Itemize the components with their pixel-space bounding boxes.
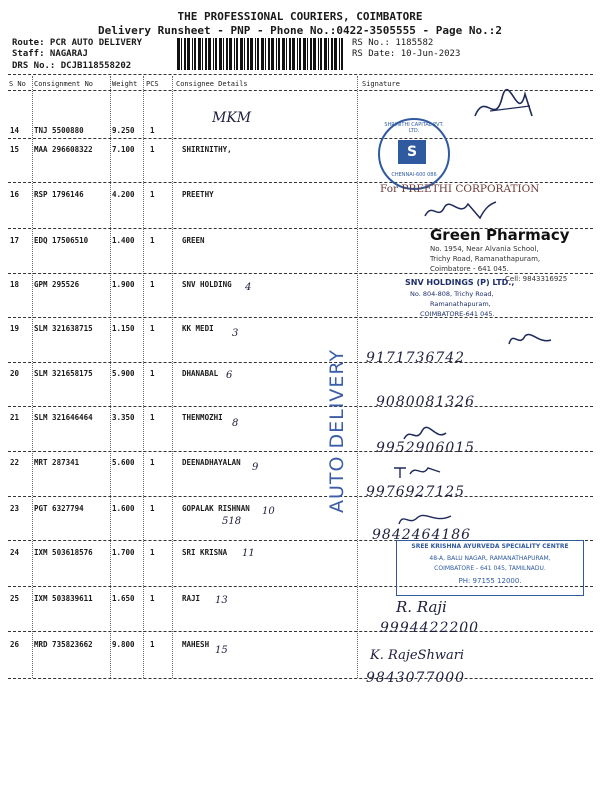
- signature-handwritten: R. Raji: [396, 598, 447, 616]
- row-consignee: KK MEDI: [182, 324, 214, 333]
- phone-handwritten: 9952906015: [376, 440, 476, 456]
- row-pcs: 1: [150, 236, 155, 245]
- signature-scribble: [420, 198, 500, 224]
- row-sno: 15: [10, 145, 20, 154]
- company-title: THE PROFESSIONAL COURIERS, COIMBATORE: [177, 10, 423, 23]
- row-pcs: 1: [150, 190, 155, 199]
- row-weight: 3.350: [112, 413, 135, 422]
- row-weight: 1.150: [112, 324, 135, 333]
- row-pcs: 1: [150, 594, 155, 603]
- row-weight: 1.400: [112, 236, 135, 245]
- row-consignee: GOPALAK RISHNAN: [182, 504, 250, 513]
- row-consignment-no: EDQ 17506510: [34, 236, 89, 245]
- row-consignment-no: PGT 6327794: [34, 504, 84, 513]
- row-divider: [8, 678, 593, 679]
- row-weight: 7.100: [112, 145, 135, 154]
- handwritten-note: 4: [245, 282, 252, 293]
- row-pcs: 1: [150, 369, 155, 378]
- row-pcs: 1: [150, 145, 155, 154]
- sk-address: COIMBATORE - 641 045, TAMILNADU.: [434, 565, 546, 572]
- row-weight: 1.700: [112, 548, 135, 557]
- col-consignee: Consignee Details: [176, 80, 248, 88]
- col-pcs: PCS: [146, 80, 159, 88]
- sk-phone: PH: 97155 12000.: [458, 577, 522, 585]
- row-consignee: DEENADHAYALAN: [182, 458, 241, 467]
- row-consignee: MAHESH: [182, 640, 210, 649]
- green-phone: Cell: 9843316925: [505, 275, 568, 283]
- row-consignee: SHIRINITHY,: [182, 145, 232, 154]
- seal-city: CHENNAI-600 086: [391, 172, 437, 178]
- handwritten-note: 10: [262, 506, 275, 517]
- row-weight: 5.900: [112, 369, 135, 378]
- handwritten-note: 9: [252, 462, 259, 473]
- signature-scribble: [392, 462, 444, 480]
- snv-address: Ramanathapuram,: [430, 300, 491, 308]
- handwritten-note: 11: [242, 548, 255, 559]
- row-pcs: 1: [150, 640, 155, 649]
- col-weight: Weight: [112, 80, 138, 88]
- row-sno: 19: [10, 324, 20, 333]
- row-sno: 23: [10, 504, 20, 513]
- row-consignee: RAJI: [182, 594, 201, 603]
- row-consignment-no: SLM 321658175: [34, 369, 93, 378]
- row-consignment-no: TNJ 5500880: [34, 126, 84, 135]
- seal-text: SHRINITHI CAPITAL PVT. LTD.: [384, 122, 444, 134]
- row-sno: 16: [10, 190, 20, 199]
- row-sno: 22: [10, 458, 20, 467]
- auto-delivery-stamp: AUTO DELIVERY: [325, 349, 348, 513]
- phone-handwritten: 9842464186: [372, 527, 472, 543]
- handwritten-note: 518: [222, 516, 242, 527]
- row-consignee: THENMOZHI: [182, 413, 223, 422]
- row-consignee: SRI KRISNA: [182, 548, 228, 557]
- phone-handwritten: 9976927125: [366, 484, 466, 500]
- row-pcs: 1: [150, 548, 155, 557]
- handwritten-note: 3: [232, 328, 239, 339]
- signature-scribble: [470, 86, 540, 130]
- handwritten-note: 6: [226, 370, 233, 381]
- phone-handwritten: 9080081326: [376, 394, 476, 410]
- row-divider: [8, 362, 593, 363]
- preethi-stamp: For PREETHI CORPORATION: [380, 183, 540, 195]
- signature-scribble: [505, 328, 555, 350]
- green-address: Coimbatore - 641 045.: [430, 265, 509, 273]
- handwritten-note: 13: [215, 595, 228, 606]
- row-sno: 17: [10, 236, 20, 245]
- row-divider: [8, 406, 593, 407]
- company-seal: [378, 118, 450, 190]
- row-weight: 5.600: [112, 458, 135, 467]
- divider: [8, 74, 593, 75]
- row-weight: 1.900: [112, 280, 135, 289]
- row-consignment-no: RSP 1796146: [34, 190, 84, 199]
- row-consignment-no: MRT 287341: [34, 458, 80, 467]
- sk-title: SREE KRISHNA AYURVEDA SPECIALITY CENTRE: [411, 543, 569, 550]
- row-consignee: DHANABAL: [182, 369, 219, 378]
- row-sno: 24: [10, 548, 20, 557]
- handwritten-note: 8: [232, 418, 239, 429]
- row-consignment-no: MAA 296608322: [34, 145, 93, 154]
- signature-handwritten: K. RajeShwari: [370, 648, 465, 663]
- green-address: No. 1954, Near Alvania School,: [430, 245, 539, 253]
- row-pcs: 1: [150, 280, 155, 289]
- seal-logo-icon: S: [398, 140, 426, 164]
- row-weight: 4.200: [112, 190, 135, 199]
- col-signature: Signature: [362, 80, 400, 88]
- sk-address: 48-A, BALU NAGAR, RAMANATHAPURAM,: [429, 555, 551, 562]
- row-pcs: 1: [150, 413, 155, 422]
- row-consignment-no: IXM 503839611: [34, 594, 93, 603]
- row-sno: 18: [10, 280, 20, 289]
- green-pharmacy-stamp: Green Pharmacy: [430, 226, 570, 244]
- row-weight: 9.800: [112, 640, 135, 649]
- sree-krishna-stamp: [396, 540, 584, 596]
- snv-address: COIMBATORE-641 045.: [420, 310, 495, 318]
- row-divider: [8, 317, 593, 318]
- row-consignment-no: GPM 295526: [34, 280, 80, 289]
- row-sno: 14: [10, 126, 20, 135]
- phone-handwritten: 9843077000: [366, 670, 466, 686]
- row-weight: 1.600: [112, 504, 135, 513]
- row-divider: [8, 496, 593, 497]
- row-sno: 25: [10, 594, 20, 603]
- runsheet-subtitle: Delivery Runsheet - PNP - Phone No.:0422-3505555 - Page No.:2: [98, 24, 502, 37]
- rs-number: RS No.: 1185582: [352, 38, 434, 48]
- row-pcs: 1: [150, 324, 155, 333]
- staff: Staff: NAGARAJ: [12, 49, 88, 59]
- signature-scribble: [395, 510, 455, 528]
- green-address: Trichy Road, Ramanathapuram,: [430, 255, 541, 263]
- row-sno: 21: [10, 413, 20, 422]
- handwritten-note: 15: [215, 645, 228, 656]
- row-consignee: SNV HOLDING: [182, 280, 232, 289]
- row-consignee: GREEN: [182, 236, 205, 245]
- phone-handwritten: 9171736742: [366, 350, 466, 366]
- col-sno: S No: [9, 80, 26, 88]
- snv-address: No. 804-808, Trichy Road,: [410, 290, 494, 298]
- handwritten-note: MKM: [212, 110, 252, 126]
- row-consignee: PREETHY: [182, 190, 214, 199]
- route: Route: PCR AUTO DELIVERY: [12, 38, 143, 48]
- row-sno: 26: [10, 640, 20, 649]
- row-sno: 20: [10, 369, 20, 378]
- row-divider: [8, 273, 593, 274]
- row-consignment-no: SLM 321638715: [34, 324, 93, 333]
- row-divider: [8, 451, 593, 452]
- row-weight: 1.650: [112, 594, 135, 603]
- phone-handwritten: 9994422200: [380, 620, 480, 636]
- row-pcs: 1: [150, 458, 155, 467]
- row-pcs: 1: [150, 504, 155, 513]
- row-pcs: 1: [150, 126, 155, 135]
- row-consignment-no: IXM 503618576: [34, 548, 93, 557]
- row-divider: [8, 631, 593, 632]
- snv-stamp: SNV HOLDINGS (P) LTD.,: [405, 278, 515, 287]
- row-divider: [8, 138, 593, 139]
- row-consignment-no: SLM 321646464: [34, 413, 93, 422]
- row-weight: 9.250: [112, 126, 135, 135]
- col-consignment: Consignment No: [34, 80, 94, 88]
- barcode: [175, 38, 345, 70]
- row-consignment-no: MRD 735823662: [34, 640, 93, 649]
- rs-date: RS Date: 10-Jun-2023: [352, 49, 461, 59]
- drs-number: DRS No.: DCJB118558202: [12, 61, 132, 71]
